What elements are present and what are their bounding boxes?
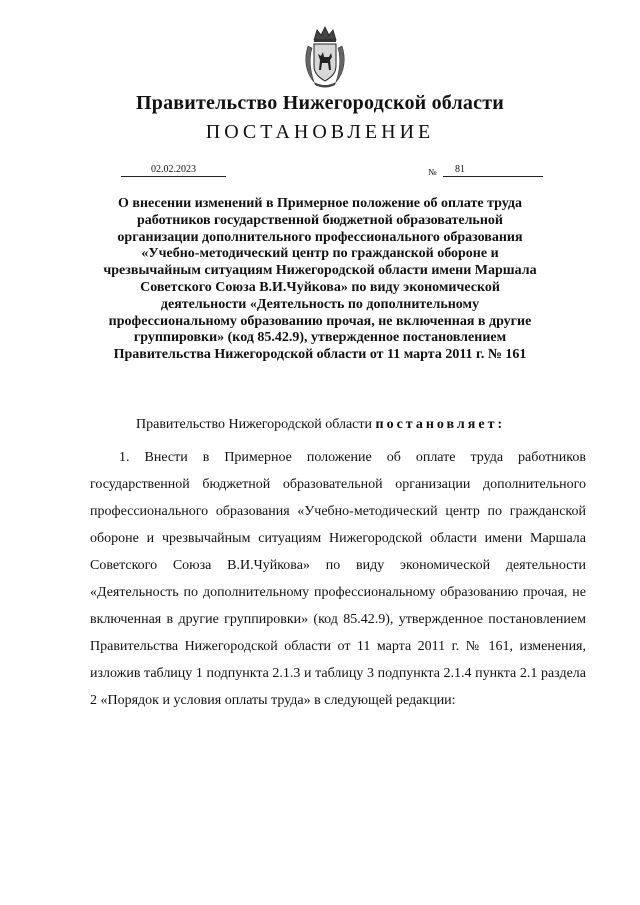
paragraph-1: 1. Внести в Примерное положение об оплате труда работников государственной бюджетной образовательной организации дополнительного профессионального образования «Учебно-методический центр по гражданской обороне и чрезвычайным ситуациям Нижегородской области имени Маршала Советского Союза В.И.Чуйкова» по виду экономической деятельности «Деятельность по дополнительному профессиональному образованию прочая, не включенная в другие группировки» (код 85.42.9), утвержденное постановлением Правительства Нижегородской области от 11 марта 2011 г. № 161, изменения, изложив таблицу 1 подпункта 2.1.3 и таблицу 3 подпункта 2.1.4 пункта 2.1 раздела 2 «Порядок и условия оплаты труда» в следующей редакции:: [90, 450, 586, 708]
document-number: 81: [443, 164, 543, 177]
decree-line: [136, 415, 586, 435]
decree-word: постановляет:: [375, 417, 506, 432]
document-subject: О внесении изменений в Примерное положение об оплате труда работников государственной бюджетной образовательной организации дополнительного профессионального образования «Учебно-методический центр по гражданской обороне и чрезвычайным ситуациям Нижегородской области имени Маршала Советского Союза В.И.Чуйкова» по виду экономической деятельности «Деятельность по дополнительному профессиональному образованию прочая, не включенная в другие группировки» (код 85.42.9), утвержденное постановлением Правительства Нижегородской области от 11 марта 2011 г. № 161: [103, 196, 537, 363]
number-sign: №: [428, 167, 437, 177]
document-date: 02.02.2023: [121, 164, 226, 177]
decree-prefix: Правительство Нижегородской области: [136, 417, 376, 432]
document-type: ПОСТАНОВЛЕНИЕ: [205, 121, 435, 143]
government-title: Правительство Нижегородской области: [136, 92, 504, 114]
coat-of-arms-icon: [302, 24, 348, 88]
